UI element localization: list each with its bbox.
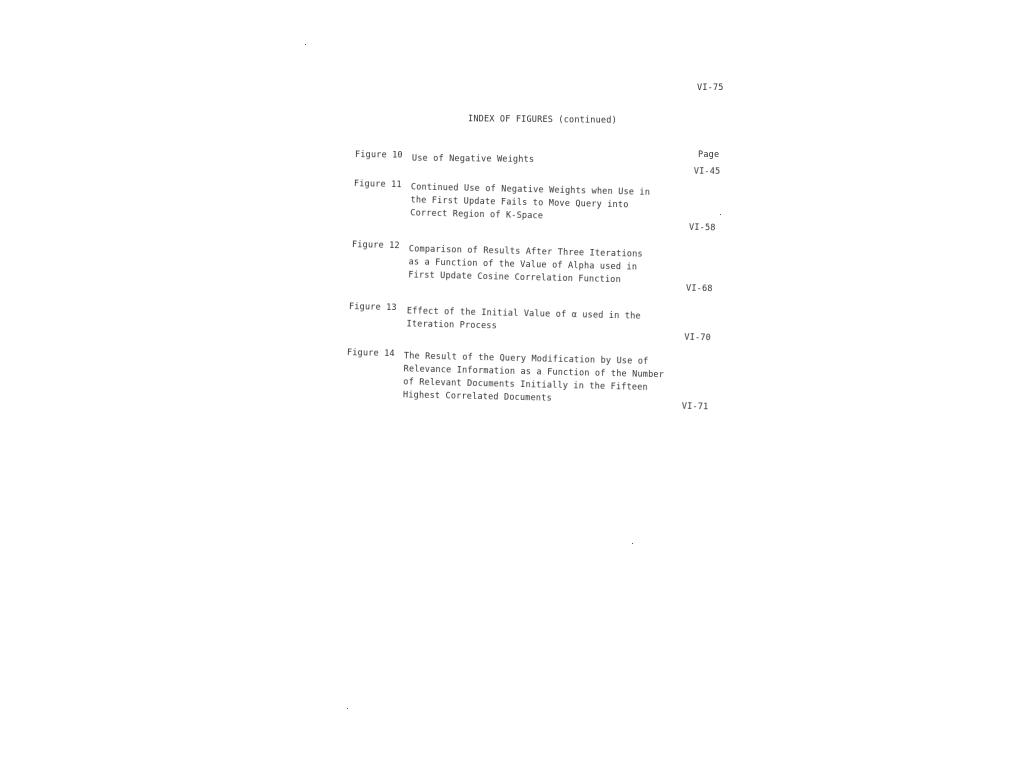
page-title: INDEX OF FIGURES (continued) (467, 114, 617, 126)
figure-caption-line: First Update Cosine Correlation Function (408, 270, 622, 286)
scan-speck (347, 708, 348, 709)
figure-caption-line: Continued Use of Negative Weights when Use in (410, 182, 651, 198)
figure-caption-line: Comparison of Results After Three Iterations (408, 244, 643, 260)
figure-caption-line: the First Update Fails to Move Query into (410, 195, 629, 211)
figure-page-ref: VI-71 (681, 401, 709, 413)
figure-caption-line: Highest Correlated Documents (402, 390, 552, 404)
page-number: VI-75 (697, 83, 724, 93)
scan-speck (632, 543, 633, 544)
figure-page-ref: VI-45 (693, 166, 721, 177)
figure-label: Figure 12 (351, 240, 400, 252)
figure-caption-line: as a Function of the Value of Alpha used in (408, 257, 638, 273)
figure-caption-line: Relevance Information as a Function of the Number (403, 364, 665, 381)
figure-label: Figure 10 (354, 150, 403, 161)
figure-caption-line: of Relevant Documents Initially in the Fifteen (403, 377, 648, 393)
figure-caption-line: Correct Region of K-Space (410, 208, 544, 222)
figure-page-ref: VI-70 (684, 332, 712, 344)
figure-label: Figure 13 (348, 302, 397, 314)
figure-caption-line: Iteration Process (406, 319, 498, 332)
figure-caption-line: Use of Negative Weights (411, 153, 535, 165)
scan-speck (305, 44, 306, 45)
figure-caption-line: Effect of the Initial Value of α used in the (406, 306, 641, 322)
figure-label: Figure 14 (346, 348, 395, 360)
figure-label: Figure 11 (353, 179, 402, 191)
figure-page-ref: VI-68 (685, 283, 713, 295)
figure-page-ref: VI-58 (688, 222, 716, 234)
figure-caption-line: The Result of the Query Modification by Use of (403, 351, 649, 367)
scan-speck (720, 214, 721, 215)
page-column-header: Page (698, 150, 720, 160)
